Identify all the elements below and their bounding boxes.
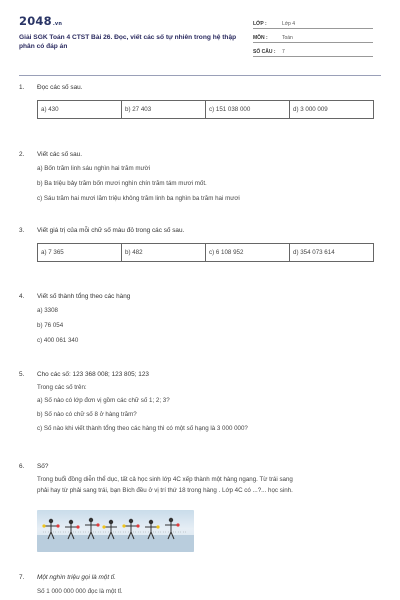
- meta-value: Toán: [282, 34, 293, 41]
- meta-value: 7: [282, 48, 285, 55]
- meta-label: MÔN :: [253, 34, 268, 41]
- option-a: a) 7 365: [38, 244, 122, 261]
- option-a: a) 430: [38, 101, 122, 118]
- option-d: d) 3 000 009: [293, 106, 328, 113]
- meta-label: LỚP :: [253, 20, 267, 27]
- item: c) 400 061 340: [37, 337, 79, 344]
- question-text: Viết các số sau.: [37, 151, 82, 158]
- option-b: b) 27 403: [122, 101, 206, 118]
- brand-tld: .vn: [52, 21, 63, 27]
- question-7: [19, 574, 374, 596]
- question-text: Viết số thành tổng theo các hàng: [37, 293, 131, 300]
- question-intro: Trong các số trên:: [37, 384, 87, 391]
- document-title: Giải SGK Toán 4 CTST Bài 26. Đọc, viết các số tự nhiên trong hệ thập phân có đáp án: [19, 34, 237, 50]
- meta-box: [253, 17, 373, 70]
- question-2: [19, 151, 374, 203]
- option-c: c) 151 038 000: [206, 101, 290, 118]
- question-3: [19, 227, 374, 262]
- students-in-row-illustration: [37, 510, 194, 552]
- item: b) 76 054: [37, 322, 64, 329]
- question-text: Viết giá trị của mỗi chữ số màu đỏ trong các số sau.: [37, 227, 185, 234]
- options-table: [37, 243, 374, 262]
- question-6: [19, 463, 374, 495]
- question-number: 2.: [19, 151, 25, 158]
- question-text: Một nghìn triệu gọi là một tỉ.: [37, 574, 116, 581]
- paragraph-line: Trong buổi đồng diễn thể dục, tất cả học sinh lớp 4C xếp thành một hàng ngang. Từ trái sang: [37, 476, 293, 483]
- question-number: 3.: [19, 227, 25, 234]
- meta-row-count: [253, 45, 373, 57]
- question-text: Cho các số: 123 368 008; 123 805; 123: [37, 371, 149, 378]
- header-divider: [19, 75, 381, 76]
- options-table: [37, 100, 374, 119]
- item: a) Số nào có lớp đơn vị gồm các chữ số 1; 2; 3?: [37, 397, 170, 404]
- meta-row-subject: [253, 31, 373, 43]
- document-header: [19, 0, 381, 70]
- exercise-photo: [37, 510, 194, 552]
- option-d: d) 354 073 614: [293, 249, 335, 256]
- meta-label: SỐ CÂU :: [253, 48, 276, 55]
- item: c) Số nào khi viết thành tổng theo các hàng thì có một số hạng là 3 000 000?: [37, 425, 248, 432]
- item: a) 3308: [37, 307, 58, 314]
- meta-value: Lớp 4: [282, 20, 296, 27]
- question-number: 4.: [19, 293, 25, 300]
- question-text: Đọc các số sau.: [37, 84, 83, 91]
- brand-name: 2048: [19, 14, 52, 28]
- question-number: 1.: [19, 84, 25, 91]
- question-number: 5.: [19, 371, 25, 378]
- option-c: c) 6 108 952: [206, 244, 290, 261]
- meta-row-class: [253, 17, 373, 29]
- header-left: [19, 14, 251, 70]
- item: a) Bốn trăm linh sáu nghìn hai trăm mười: [37, 165, 151, 172]
- question-1: [19, 84, 374, 119]
- question-number: 7.: [19, 574, 25, 581]
- question-text: Số?: [37, 463, 49, 470]
- question-number: 6.: [19, 463, 25, 470]
- question-5: [19, 371, 374, 433]
- item: c) Sáu trăm hai mươi lăm triệu không trăm linh ba nghìn ba trăm hai mươi: [37, 195, 240, 202]
- brand-logo[interactable]: [19, 14, 251, 28]
- item: b) Số nào có chữ số 8 ở hàng trăm?: [37, 411, 137, 418]
- item: b) Ba triệu bảy trăm bốn mươi nghìn chín trăm tám mươi mốt.: [37, 180, 207, 187]
- paragraph-line: phải hay từ phải sang trái, bạn Bích đều ở vị trí thứ 18 trong hàng . Lớp 4C có ...?... học sinh.: [37, 487, 293, 494]
- question-4: [19, 293, 374, 345]
- paragraph-line: Số 1 000 000 000 đọc là một tỉ.: [37, 588, 123, 595]
- option-b: b) 482: [122, 244, 206, 261]
